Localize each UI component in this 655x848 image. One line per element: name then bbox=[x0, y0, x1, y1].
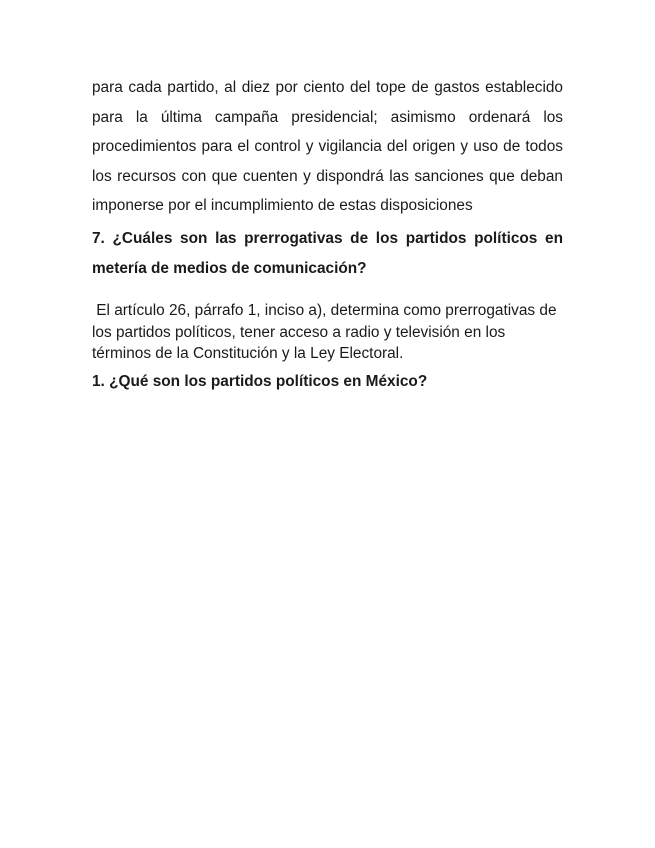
question-heading-7: 7. ¿Cuáles son las prerrogativas de los partidos políticos en metería de medios de comunicación? bbox=[92, 229, 563, 277]
page-content bbox=[92, 73, 563, 393]
body-paragraph: para cada partido, al diez por ciento del tope de gastos establecido para la última campaña presidencial; asimismo ordenará los procedimientos para el control y vigilancia del origen y uso de todos los recursos con que cuenten y dispondrá las sanciones que deban imponerse por el incumplimiento de estas disposiciones bbox=[92, 79, 563, 215]
answer-paragraph-7: El artículo 26, párrafo 1, inciso a), determina como prerrogativas de los partidos políticos, tener acceso a radio y televisión en los términos de la Constitución y la Ley Electoral. bbox=[92, 302, 561, 362]
question-heading-1: 1. ¿Qué son los partidos políticos en México? bbox=[92, 373, 428, 391]
